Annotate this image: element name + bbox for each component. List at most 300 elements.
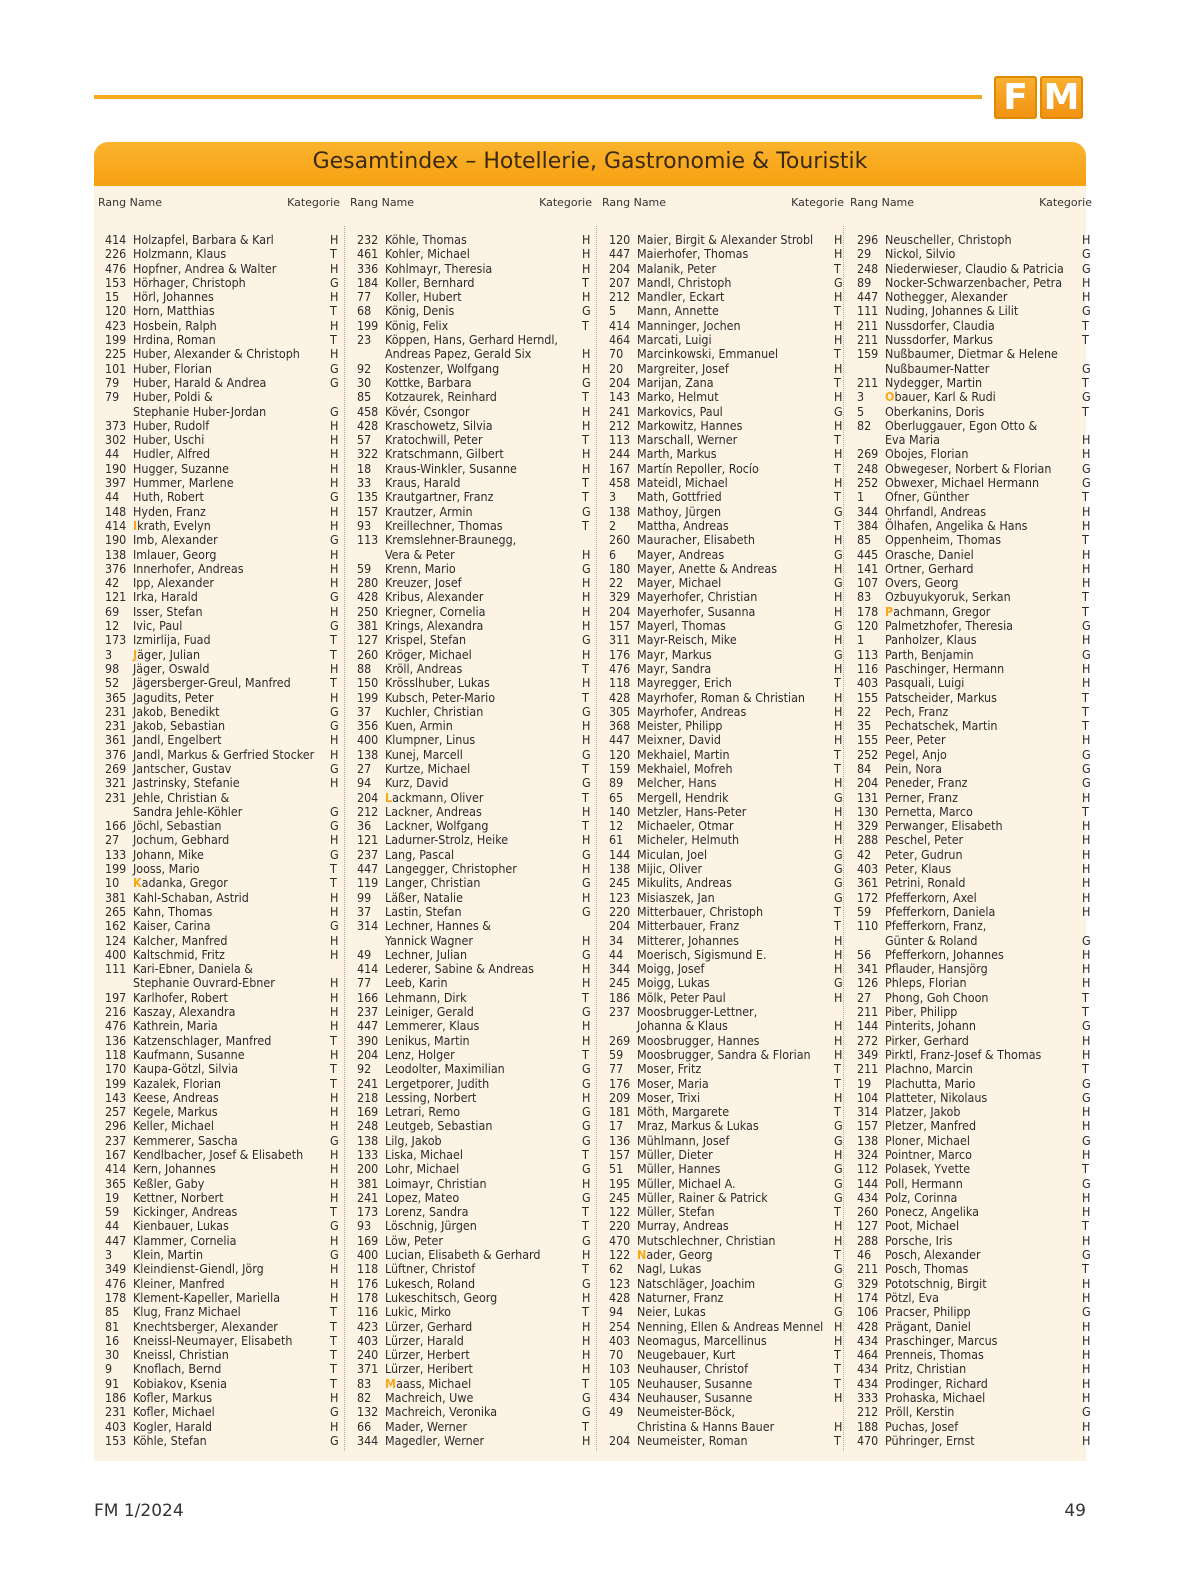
rank: 447 [357, 1018, 379, 1034]
rank: 6 [609, 546, 617, 562]
category: T [1082, 1004, 1089, 1020]
person-name: Kettner, Norbert [133, 1189, 224, 1205]
person-name: Mekhaiel, Martin [637, 746, 730, 762]
person-name: Panholzer, Klaus [885, 632, 977, 648]
person-name: Kahn, Thomas [133, 903, 213, 919]
person-name: Pritz, Christian [885, 1361, 967, 1377]
rank: 381 [357, 1175, 379, 1191]
rank: 3 [105, 646, 113, 662]
list-item [96, 705, 340, 719]
category: H [834, 832, 843, 848]
list-item [96, 748, 340, 762]
person-name: Stephanie Huber-Jordan [133, 403, 267, 419]
rank: 123 [609, 1275, 631, 1291]
list-item [848, 262, 1092, 276]
list-item [348, 490, 592, 504]
person-name: Müller, Stefan [637, 1204, 715, 1220]
list-item [348, 991, 592, 1005]
list-item [96, 619, 340, 633]
list-item [848, 1248, 1092, 1262]
rank: 461 [357, 246, 379, 262]
rank: 245 [609, 875, 631, 891]
list-item [600, 333, 844, 347]
rank: 49 [609, 1404, 624, 1420]
person-name: Pletzer, Manfred [885, 1118, 977, 1134]
category: H [1082, 1032, 1091, 1048]
list-item [348, 548, 592, 562]
category: T [1082, 489, 1089, 505]
person-name: Machreich, Veronika [385, 1404, 498, 1420]
person-name: Kaltschmid, Fritz [133, 946, 225, 962]
list-item [848, 676, 1092, 690]
person-name: Pfefferkorn, Franz, [885, 918, 987, 934]
person-name: Lürzer, Harald [385, 1332, 464, 1348]
rank: 176 [609, 1075, 631, 1091]
list-item [96, 333, 340, 347]
category: T [834, 1361, 841, 1377]
rank: 167 [609, 460, 631, 476]
rank: 199 [357, 317, 379, 333]
category: G [1082, 1018, 1091, 1034]
list-item [600, 776, 844, 790]
rank: 240 [357, 1347, 379, 1363]
rank: 218 [357, 1089, 379, 1105]
rank: 212 [357, 803, 379, 819]
person-name: Manninger, Jochen [637, 317, 741, 333]
person-name: Marijan, Zana [637, 374, 714, 390]
category: G [1082, 746, 1091, 762]
category: T [834, 1075, 841, 1091]
category: H [1082, 560, 1091, 576]
category: T [1082, 1218, 1089, 1234]
list-item [600, 848, 844, 862]
list-item [848, 533, 1092, 547]
category: H [330, 746, 339, 762]
category: G [834, 546, 843, 562]
rank: 66 [357, 1418, 372, 1434]
list-item [600, 833, 844, 847]
rank: 296 [105, 1118, 127, 1134]
rank: 220 [609, 903, 631, 919]
person-name: Mitterbauer, Franz [637, 918, 740, 934]
rank: 397 [105, 475, 127, 491]
person-name: Kaufmann, Susanne [133, 1046, 245, 1062]
rank: 211 [857, 1004, 879, 1020]
category: G [330, 760, 339, 776]
list-item [848, 648, 1092, 662]
rank: 403 [105, 1418, 127, 1434]
rank: 231 [105, 789, 127, 805]
list-item [600, 1091, 844, 1105]
list-item [600, 605, 844, 619]
category: G [330, 818, 339, 834]
category: H [1082, 1418, 1091, 1434]
category: H [834, 532, 843, 548]
list-item [600, 1420, 844, 1434]
category: H [834, 1089, 843, 1105]
list-item [96, 304, 340, 318]
category: H [1082, 446, 1091, 462]
list-item [348, 1105, 592, 1119]
list-item [600, 891, 844, 905]
section-initial: K [133, 875, 142, 891]
category: G [1082, 475, 1091, 491]
category: G [1082, 460, 1091, 476]
person-name: Krautgartner, Franz [385, 489, 494, 505]
category: T [834, 1061, 841, 1077]
person-name: Müller, Dieter [637, 1147, 713, 1162]
list-item [848, 762, 1092, 776]
category: H [834, 232, 843, 247]
person-name: Praschinger, Marcus [885, 1332, 998, 1348]
person-name: Neuhauser, Susanne [637, 1390, 753, 1406]
category: G [582, 1275, 591, 1291]
rank: 414 [105, 1161, 127, 1177]
category: H [330, 932, 339, 948]
list-item [600, 562, 844, 576]
person-name: König, Felix [385, 317, 449, 333]
list-item [600, 405, 844, 419]
list-item [348, 891, 592, 905]
person-name: Hummer, Marlene [133, 475, 234, 491]
list-item [600, 1162, 844, 1176]
rank: 403 [357, 1332, 379, 1348]
list-item [96, 1105, 340, 1119]
rank: 434 [857, 1189, 879, 1205]
rank: 59 [609, 1046, 624, 1062]
rank: 104 [857, 1089, 879, 1105]
list-item [96, 390, 340, 404]
category: T [582, 389, 589, 405]
person-name: Mann, Annette [637, 303, 719, 319]
category: H [1082, 232, 1091, 247]
rank: 103 [609, 1361, 631, 1377]
list-item [600, 1077, 844, 1091]
list-item [848, 1262, 1092, 1276]
rank: 105 [609, 1375, 631, 1391]
category: H [582, 246, 591, 262]
person-name: Keller, Michael [133, 1118, 214, 1134]
list-item [348, 376, 592, 390]
rank: 116 [857, 660, 879, 676]
rank: 106 [857, 1304, 879, 1320]
person-name: Neuhauser, Susanne [637, 1375, 753, 1391]
person-name: Mayerl, Thomas [637, 618, 726, 634]
category: T [330, 1032, 337, 1048]
rank: 174 [857, 1289, 879, 1305]
category: H [1082, 1332, 1091, 1348]
person-name: Kari-Ebner, Daniela & [133, 961, 253, 977]
list-item [848, 633, 1092, 647]
person-name: Ivic, Paul [133, 618, 183, 634]
category: H [582, 961, 591, 977]
list-item [348, 419, 592, 433]
top-rule [94, 95, 982, 99]
person-name: Kostenzer, Wolfgang [385, 360, 500, 376]
list-item [600, 733, 844, 747]
category: H [330, 1390, 339, 1406]
rank: 464 [857, 1347, 879, 1363]
rank: 2 [609, 517, 617, 533]
category: G [834, 889, 843, 905]
list-item [96, 862, 340, 876]
category: H [834, 932, 843, 948]
list-item [848, 919, 1092, 933]
list-item [96, 476, 340, 490]
person-name: Mitterer, Johannes [637, 932, 739, 948]
rank: 195 [609, 1175, 631, 1191]
rank: 33 [357, 475, 372, 491]
person-name: Andreas Papez, Gerald Six [385, 346, 532, 362]
list-item [600, 1205, 844, 1219]
list-item [348, 776, 592, 790]
category: H [330, 903, 339, 919]
column-divider [596, 226, 597, 1451]
list-item [96, 419, 340, 433]
person-name: Ölhafen, Angelika & Hans [885, 517, 1028, 533]
category: T [582, 1218, 589, 1234]
person-name: Krautzer, Armin [385, 503, 473, 519]
list-item [96, 1191, 340, 1205]
rank: 118 [609, 675, 631, 691]
section-initial: P [885, 603, 894, 619]
list-item [600, 1148, 844, 1162]
rank: 269 [609, 1032, 631, 1048]
person-name: Kohlmayr, Theresia [385, 260, 493, 276]
person-name: Jooss, Mario [133, 861, 200, 877]
list-item [348, 1019, 592, 1033]
rank: 42 [105, 575, 120, 591]
list-item [96, 1091, 340, 1105]
rank: 130 [857, 803, 879, 819]
list-item [96, 962, 340, 976]
category: G [1082, 1247, 1091, 1263]
category: T [1082, 1161, 1089, 1177]
list-item [848, 333, 1092, 347]
list-item [96, 576, 340, 590]
person-name: Pototschnig, Birgit [885, 1275, 987, 1291]
list-item [600, 991, 844, 1005]
list-item [348, 1234, 592, 1248]
category: H [582, 460, 591, 476]
person-name: Kobiakov, Ksenia [133, 1375, 227, 1391]
person-name: Martín Repoller, Rocío [637, 460, 759, 476]
category: G [330, 274, 339, 290]
rank: 89 [857, 274, 872, 290]
category: H [330, 732, 339, 748]
list-item [600, 447, 844, 461]
category: G [582, 1075, 591, 1091]
person-name: Kurtze, Michael [385, 760, 471, 776]
person-name: König, Denis [385, 303, 455, 319]
category: G [330, 1404, 339, 1420]
person-name: Löschnig, Jürgen [385, 1218, 477, 1234]
list-item [96, 1334, 340, 1348]
list-item [96, 447, 340, 461]
category: H [1082, 1046, 1091, 1062]
list-item [348, 662, 592, 676]
category: H [1082, 975, 1091, 991]
rank: 414 [357, 961, 379, 977]
person-name: Neumeister-Böck, [637, 1404, 736, 1420]
rank: 211 [857, 332, 879, 348]
category: T [582, 517, 589, 533]
person-name: Mandler, Eckart [637, 289, 725, 305]
header-rang-name: Rang Name [98, 196, 163, 209]
rank: 44 [105, 489, 120, 505]
list-item [848, 1391, 1092, 1405]
list-item [348, 719, 592, 733]
rank: 476 [105, 1275, 127, 1291]
list-item [348, 1177, 592, 1191]
category: H [1082, 1104, 1091, 1120]
person-name: Moosbrugger, Sandra & Florian [637, 1046, 811, 1062]
rank: 138 [857, 1132, 879, 1148]
category: T [582, 989, 589, 1005]
list-item [96, 1219, 340, 1233]
category: H [330, 289, 339, 305]
list-item [600, 1362, 844, 1376]
person-name: Izmirlija, Fuad [133, 632, 211, 648]
category: H [330, 1018, 339, 1034]
list-item [96, 233, 340, 247]
person-name: Pirker, Gerhard [885, 1032, 969, 1048]
person-name: Lucian, Elisabeth & Gerhard [385, 1247, 541, 1263]
category: H [1082, 546, 1091, 562]
rank: 79 [105, 374, 120, 390]
category: G [1082, 646, 1091, 662]
list-item [348, 476, 592, 490]
rank: 178 [857, 603, 879, 619]
person-name: Miculan, Joel [637, 846, 708, 862]
rank: 126 [857, 975, 879, 991]
category: H [330, 989, 339, 1005]
rank: 20 [609, 360, 624, 376]
rank: 173 [357, 1204, 379, 1220]
category: H [330, 560, 339, 576]
person-name: Nader, Georg [637, 1247, 713, 1263]
list-item [848, 876, 1092, 890]
person-name: Kendlbacher, Josef & Elisabeth [133, 1147, 304, 1162]
list-item [96, 805, 340, 819]
rank: 132 [357, 1404, 379, 1420]
category: T [1082, 989, 1089, 1005]
list-item [848, 490, 1092, 504]
category: H [1082, 1204, 1091, 1220]
rank: 341 [857, 961, 879, 977]
rank: 231 [105, 1404, 127, 1420]
category: H [582, 360, 591, 376]
category: G [330, 1218, 339, 1234]
category: H [834, 1018, 843, 1034]
rank: 180 [609, 560, 631, 576]
rank: 403 [857, 861, 879, 877]
person-name: Mayer, Michael [637, 575, 722, 591]
list-item [600, 762, 844, 776]
person-name: Petrini, Ronald [885, 875, 966, 891]
rank: 423 [357, 1318, 379, 1334]
rank: 169 [357, 1232, 379, 1248]
person-name: Leiniger, Gerald [385, 1004, 474, 1020]
person-name: Misiaszek, Jan [637, 889, 715, 905]
person-name: Kaiser, Carina [133, 918, 211, 934]
list-item [96, 1048, 340, 1062]
rank: 12 [105, 618, 120, 634]
category: G [330, 918, 339, 934]
rank: 44 [609, 946, 624, 962]
person-name: Nussdorfer, Markus [885, 332, 993, 348]
person-name: Moser, Fritz [637, 1061, 702, 1077]
person-name: Paschinger, Hermann [885, 660, 1005, 676]
category: H [582, 718, 591, 734]
person-name: Löw, Peter [385, 1232, 443, 1248]
category: H [330, 1175, 339, 1191]
list-item [600, 1062, 844, 1076]
rank: 403 [609, 1332, 631, 1348]
person-name: Kogler, Harald [133, 1418, 213, 1434]
list-item [348, 733, 592, 747]
person-name: Krings, Alexandra [385, 618, 484, 634]
rank: 361 [105, 732, 127, 748]
category: H [330, 946, 339, 962]
category: T [582, 1375, 589, 1391]
person-name: Nußbaumer, Dietmar & Helene [885, 346, 1058, 362]
person-name: Meixner, David [637, 732, 721, 748]
rank: 288 [857, 832, 879, 848]
list-item [848, 1105, 1092, 1119]
person-name: Mayerhofer, Christian [637, 589, 758, 605]
rank: 423 [105, 317, 127, 333]
list-item [348, 405, 592, 419]
list-item [848, 991, 1092, 1005]
category: H [834, 332, 843, 348]
category: G [330, 360, 339, 376]
category: G [582, 1004, 591, 1020]
person-name: Knoflach, Bernd [133, 1361, 222, 1377]
category: T [1082, 374, 1089, 390]
rank: 434 [857, 1361, 879, 1377]
list-item [600, 390, 844, 404]
category: H [582, 589, 591, 605]
person-name: Neumeister, Roman [637, 1432, 748, 1448]
rank: 52 [105, 675, 120, 691]
rank: 35 [857, 718, 872, 734]
list-item [96, 319, 340, 333]
person-name: Kubsch, Peter-Mario [385, 689, 496, 705]
person-name: Hyden, Franz [133, 503, 206, 519]
rank: 3 [105, 1247, 113, 1263]
rank: 447 [357, 861, 379, 877]
category: G [834, 875, 843, 891]
list-item [96, 976, 340, 990]
person-name: Mayer, Anette & Andreas [637, 560, 778, 576]
rank: 178 [105, 1289, 127, 1305]
list-item [848, 476, 1092, 490]
rank: 381 [357, 618, 379, 634]
rank: 3 [609, 489, 617, 505]
rank: 207 [609, 274, 631, 290]
person-name: Ladurner-Strolz, Heike [385, 832, 509, 848]
rank: 169 [357, 1104, 379, 1120]
person-name: Moosbrugger, Hannes [637, 1032, 760, 1048]
rank: 414 [105, 517, 127, 533]
rank: 272 [857, 1032, 879, 1048]
rank: 138 [609, 503, 631, 519]
list-item [348, 1420, 592, 1434]
list-item [848, 505, 1092, 519]
person-name: Lürzer, Heribert [385, 1361, 473, 1377]
list-item [96, 662, 340, 676]
